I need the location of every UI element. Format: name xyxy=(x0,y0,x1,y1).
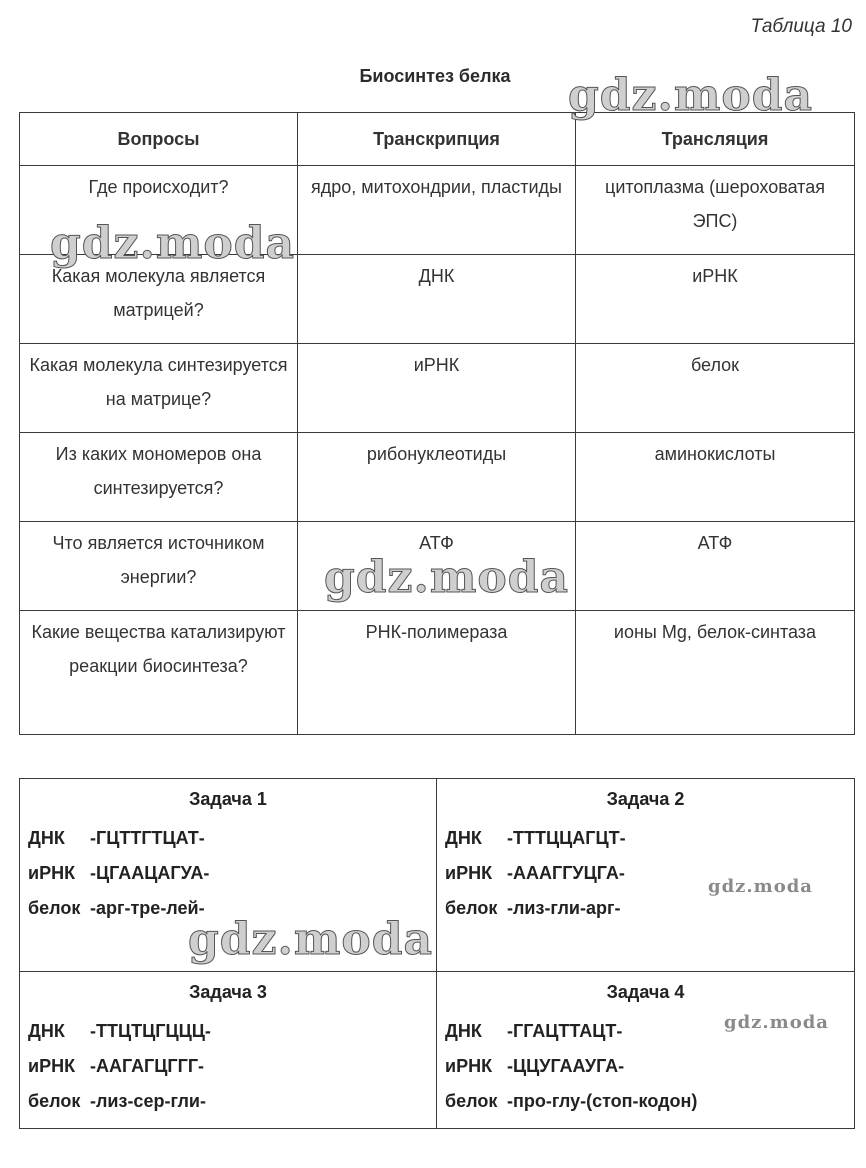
mrna-line xyxy=(445,1049,846,1084)
question-cell: Какая молекула является матрицей? xyxy=(20,255,298,344)
mrna-line xyxy=(445,856,846,891)
header-questions: Вопросы xyxy=(20,113,298,166)
dna-line xyxy=(28,821,428,856)
protein-line xyxy=(445,1084,846,1119)
question-cell: Что является источником энергии? xyxy=(20,522,298,611)
task-cell-3 xyxy=(20,972,437,1129)
protein-line xyxy=(28,1084,428,1119)
task-title: Задача 1 xyxy=(189,789,267,809)
table-number-label: Таблица 10 xyxy=(750,16,852,37)
dna-line xyxy=(445,1014,846,1049)
transcription-cell: ядро, митохондрии, пластиды xyxy=(298,166,576,255)
seq-value: -ТТЦТЦГЦЦЦ- xyxy=(90,1021,211,1041)
task-title: Задача 2 xyxy=(606,789,685,809)
seq-label: иРНК xyxy=(445,863,493,883)
seq-value: -ГГАЦТТАЦТ- xyxy=(507,1021,623,1041)
mrna-line xyxy=(28,1049,428,1084)
task-cell-4 xyxy=(437,972,855,1129)
table-header-row xyxy=(20,113,855,166)
dna-line xyxy=(28,1014,428,1049)
table-row xyxy=(20,255,855,344)
watermark-logo: gdz.moda xyxy=(324,552,570,603)
header-transcription: Транскрипция xyxy=(298,113,576,166)
watermark-logo: gdz.moda xyxy=(50,218,296,269)
task-cell-2 xyxy=(437,779,855,972)
translation-cell: белок xyxy=(576,344,855,433)
seq-label: белок xyxy=(445,1091,498,1111)
task-cell-1 xyxy=(20,779,437,972)
question-cell: Какие вещества катализируют реакции биосинтеза? xyxy=(20,611,298,735)
protein-line xyxy=(28,891,428,926)
table-row xyxy=(20,166,855,255)
seq-value: -ААГАГЦГГГ- xyxy=(90,1056,205,1076)
seq-value: -лиз-гли-арг- xyxy=(507,898,621,918)
table-row xyxy=(20,611,855,735)
watermark-logo: gdz.moda xyxy=(568,70,814,121)
page-title: Биосинтез белка xyxy=(359,66,511,86)
seq-label: ДНК xyxy=(28,1021,65,1041)
watermark-logo: gdz.moda xyxy=(724,1012,829,1033)
seq-value: -ЦГААЦАГУА- xyxy=(90,863,210,883)
question-cell: Из каких мономеров она синтезируется? xyxy=(20,433,298,522)
seq-value: -про-глу-(стоп-кодон) xyxy=(507,1091,698,1111)
transcription-cell: рибонуклеотиды xyxy=(298,433,576,522)
table-row xyxy=(20,522,855,611)
transcription-cell: ДНК xyxy=(298,255,576,344)
translation-cell: цитоплазма (шероховатая ЭПС) xyxy=(576,166,855,255)
transcription-cell: АТФ xyxy=(298,522,576,611)
seq-label: ДНК xyxy=(445,1021,482,1041)
seq-label: ДНК xyxy=(28,828,65,848)
seq-value: -ТТТЦЦАГЦТ- xyxy=(507,828,626,848)
watermark-logo: gdz.moda xyxy=(188,914,434,965)
tasks-table xyxy=(19,778,855,1129)
seq-value: -ЦЦУГААУГА- xyxy=(507,1056,625,1076)
seq-value: -АААГГУЦГА- xyxy=(507,863,625,883)
question-cell: Какая молекула синтезируется на матрице? xyxy=(20,344,298,433)
seq-label: ДНК xyxy=(445,828,482,848)
mrna-line xyxy=(28,856,428,891)
question-cell: Где происходит? xyxy=(20,166,298,255)
transcription-cell: иРНК xyxy=(298,344,576,433)
translation-cell: ионы Mg, белок-синтаза xyxy=(576,611,855,735)
table-row xyxy=(20,433,855,522)
task-title: Задача 3 xyxy=(189,982,267,1002)
seq-label: иРНК xyxy=(28,1056,76,1076)
header-translation: Трансляция xyxy=(576,113,855,166)
seq-value: -лиз-сер-гли- xyxy=(90,1091,206,1111)
translation-cell: АТФ xyxy=(576,522,855,611)
translation-cell: иРНК xyxy=(576,255,855,344)
seq-label: белок xyxy=(28,1091,81,1111)
table-row xyxy=(20,344,855,433)
dna-line xyxy=(445,821,846,856)
protein-line xyxy=(445,891,846,926)
seq-value: -ГЦТТГТЦАТ- xyxy=(90,828,205,848)
biosynthesis-table xyxy=(19,112,855,735)
task-title: Задача 4 xyxy=(606,982,685,1002)
watermark-logo: gdz.moda xyxy=(708,876,813,897)
seq-label: иРНК xyxy=(445,1056,493,1076)
seq-label: белок xyxy=(445,898,498,918)
seq-value: -арг-тре-лей- xyxy=(90,898,205,918)
transcription-cell: РНК-полимераза xyxy=(298,611,576,735)
seq-label: белок xyxy=(28,898,81,918)
translation-cell: аминокислоты xyxy=(576,433,855,522)
seq-label: иРНК xyxy=(28,863,76,883)
